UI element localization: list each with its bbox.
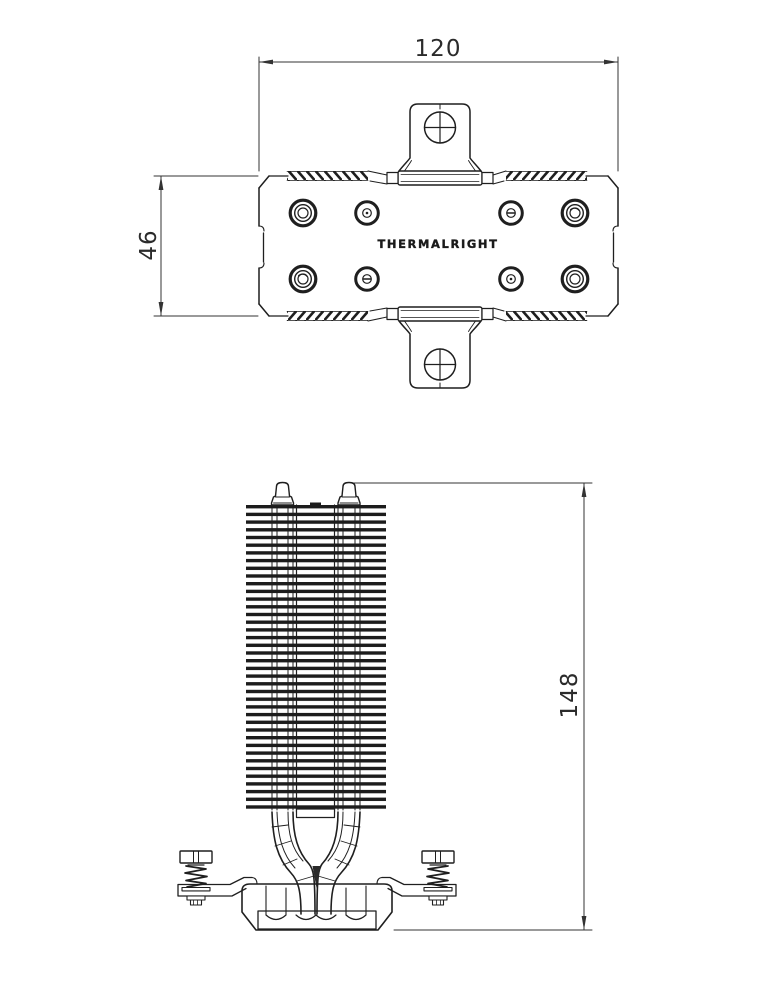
nut-right (429, 896, 447, 900)
arrow-up-icon (159, 176, 164, 190)
rivet-outer (562, 200, 588, 226)
rivet-outer (562, 266, 588, 292)
dim-depth-46 (154, 176, 258, 316)
top-view-group (154, 57, 618, 388)
spring-screw-right (382, 851, 456, 905)
heat-pipe-tips (272, 483, 361, 506)
rivet-inner-dot (356, 202, 379, 225)
rivet-outer (290, 200, 316, 226)
heat-pipe-bends (266, 812, 366, 920)
arrow-up-icon (582, 483, 587, 497)
fin-stack (246, 503, 386, 814)
heat-pipe-tip-left (272, 483, 294, 506)
center-column-foot (297, 809, 335, 818)
nut-left (187, 896, 205, 900)
arrow-down-icon (159, 302, 164, 316)
mounting-tab-bottom (387, 307, 493, 388)
rivet-inner-dot (500, 268, 523, 291)
dim-label-width: 120 (414, 36, 462, 62)
dim-label-depth: 46 (136, 229, 162, 261)
heat-pipe-tip-right (338, 483, 360, 506)
dim-label-height: 148 (557, 671, 583, 719)
arrow-right-icon (604, 60, 618, 65)
brand-logo: THERMALRIGHT (377, 237, 499, 251)
front-view-group (178, 483, 592, 931)
spring-screw-left (178, 851, 252, 905)
rivet-outer (290, 266, 316, 292)
arrow-down-icon (582, 916, 587, 930)
screw-head-right (422, 851, 454, 863)
mounting-tab-top (387, 104, 493, 185)
rivet-inner-slot (500, 202, 523, 225)
screw-head-left (180, 851, 212, 863)
arrow-left-icon (259, 60, 273, 65)
rivet-inner-slot (356, 268, 379, 291)
